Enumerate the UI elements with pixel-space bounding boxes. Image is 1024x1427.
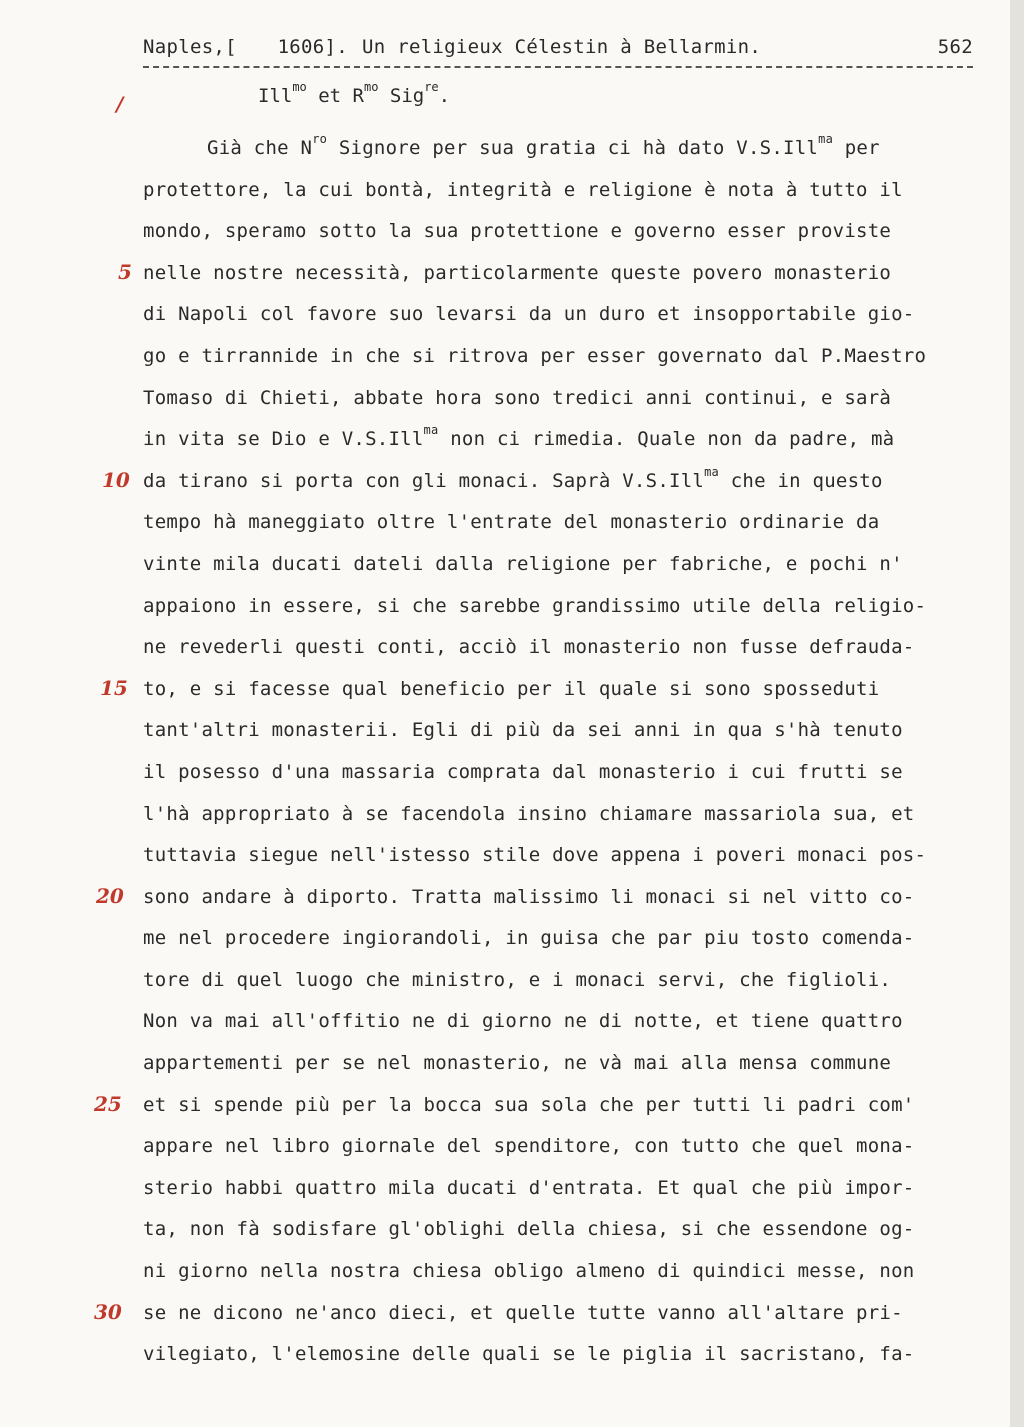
line-marker-1: / <box>116 92 124 116</box>
salutation: Ill$^{mo}$ et $R^{mo}$ Sig$^{re}$. <box>258 80 451 107</box>
text-line: Non va mai all'offitio ne di giorno ne di notte, et tiene quattro <box>143 1010 903 1033</box>
page-edge <box>1010 0 1024 1427</box>
page-header <box>143 36 973 58</box>
letter-body <box>143 128 1003 1376</box>
text-line: me nel procedere ingiorandoli, in guisa che par piu tosto comenda- <box>143 927 915 950</box>
text-line: ni giorno nella nostra chiesa obligo almeno di quindici messe, non <box>143 1260 915 1283</box>
text-line: da tirano si porta con gli monaci. Saprà V.S.Ill$^{ma}$ che in questo <box>143 464 883 492</box>
text-line: tant'altri monasterii. Egli di più da sei anni in qua s'hà tenuto <box>143 719 903 742</box>
text-line: appaiono in essere, si che sarebbe grandissimo utile della religio- <box>143 594 927 617</box>
text-line: et si spende più per la bocca sua sola che per tutti li padri com' <box>143 1093 915 1116</box>
text-line: mondo, speramo sotto la sua protettione e governo esser proviste <box>143 220 892 243</box>
text-line: sono andare à diporto. Tratta malissimo li monaci si nel vitto co- <box>143 885 915 908</box>
header-title: Un religieux Célestin à Bellarmin. <box>362 36 762 58</box>
page-number: 562 <box>937 36 973 58</box>
text-line: go e tirrannide in che si ritrova per esser governato dal P.Maestro <box>143 344 927 367</box>
line-marker-30: 30 <box>94 1300 122 1324</box>
line-marker-5: 5 <box>118 260 132 284</box>
text-line: ne revederli questi conti, acciò il monasterio non fusse defrauda- <box>143 636 915 659</box>
text-line: protettore, la cui bontà, integrità e religione è nota à tutto il <box>143 178 903 201</box>
line-marker-15: 15 <box>100 676 128 700</box>
text-line: ta, non fà sodisfare gl'oblighi della chiesa, si che essendone og- <box>143 1218 915 1241</box>
text-line: tore di quel luogo che ministro, e i monaci servi, che figlioli. <box>143 968 892 991</box>
text-line: vinte mila ducati dateli dalla religione per fabriche, e pochi n' <box>143 552 903 575</box>
text-line: il posesso d'una massaria comprata dal monasterio i cui frutti se <box>143 760 903 783</box>
text-line: tuttavia siegue nell'istesso stile dove appena i poveri monaci pos- <box>143 844 927 867</box>
line-marker-10: 10 <box>102 468 130 492</box>
text-line: tempo hà maneggiato oltre l'entrate del monasterio ordinarie da <box>143 511 880 534</box>
text-line: in vita se Dio e V.S.Ill$^{ma}$ non ci rimedia. Quale non da padre, mà <box>143 423 895 451</box>
text-line: Già che $N^{ro}$ Signore per sua gratia ci hà dato V.S.Ill$^{ma}$ per <box>207 132 880 159</box>
header-date: 1606]. <box>277 36 348 58</box>
text-line: to, e si facesse qual beneficio per il quale si sono sposseduti <box>143 677 880 700</box>
header-rule <box>143 66 973 68</box>
line-marker-25: 25 <box>94 1092 122 1116</box>
line-marker-20: 20 <box>96 884 124 908</box>
text-line: vilegiato, l'elemosine delle quali se le piglia il sacristano, fa- <box>143 1343 915 1366</box>
text-line: se ne dicono ne'anco dieci, et quelle tutte vanno all'altare pri- <box>143 1301 903 1324</box>
header-place: Naples,[ <box>143 36 237 58</box>
text-line: sterio habbi quattro mila ducati d'entrata. Et qual che più impor- <box>143 1176 915 1199</box>
text-line: appare nel libro giornale del spenditore, con tutto che quel mona- <box>143 1135 915 1158</box>
text-line: di Napoli col favore suo levarsi da un duro et insopportabile gio- <box>143 303 915 326</box>
text-line: appartementi per se nel monasterio, ne và mai alla mensa commune <box>143 1052 892 1075</box>
text-line: nelle nostre necessità, particolarmente queste povero monasterio <box>143 261 892 284</box>
text-line: l'hà appropriato à se facendola insino chiamare massariola sua, et <box>143 802 915 825</box>
text-line: Tomaso di Chieti, abbate hora sono tredici anni continui, e sarà <box>143 386 892 409</box>
